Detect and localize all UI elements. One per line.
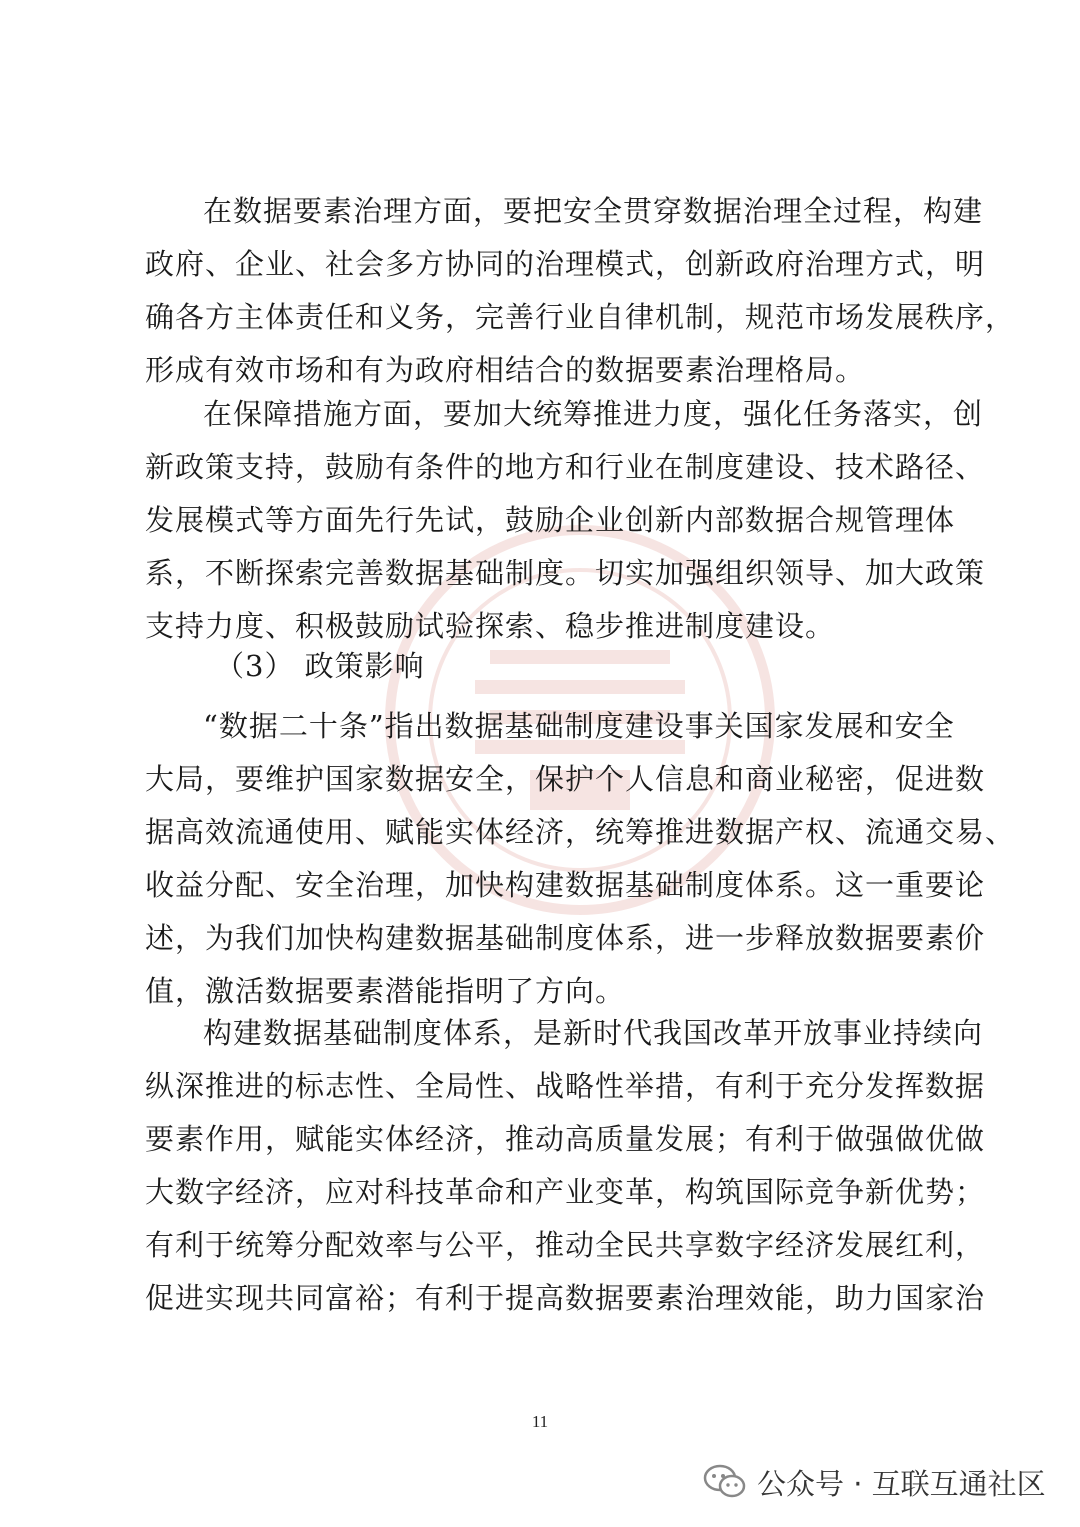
heading-text: （3） 政策影响 (215, 649, 425, 683)
text-line: 系，不断探索完善数据基础制度。切实加强组织领导、加大政策 (145, 556, 986, 590)
text-line: 新政策支持，鼓励有条件的地方和行业在制度建设、技术路径、 (145, 450, 986, 484)
footer-text: 公众号 · 互联互通社区 (757, 1466, 1046, 1501)
text-line: 在保障措施方面，要加大统筹推进力度，强化任务落实，创 (203, 397, 984, 431)
text-line: 大局，要维护国家数据安全，保护个人信息和商业秘密，促进数 (145, 762, 986, 796)
text-line: 促进实现共同富裕；有利于提高数据要素治理效能，助力国家治 (145, 1281, 986, 1315)
paragraph-data-twenty (145, 700, 1016, 1018)
paragraph-system (145, 1007, 986, 1325)
text-line: 值，激活数据要素潜能指明了方向。 (145, 974, 626, 1008)
paragraph-governance (145, 185, 1016, 397)
text-line: 形成有效市场和有为政府相结合的数据要素治理格局。 (145, 353, 866, 387)
text-line: 述，为我们加快构建数据基础制度体系，进一步释放数据要素价 (145, 921, 986, 955)
footer-watermark (703, 1460, 1046, 1504)
page-number: 11 (531, 1412, 549, 1431)
text-line: 构建数据基础制度体系，是新时代我国改革开放事业持续向 (203, 1016, 984, 1050)
text-line: 确各方主体责任和义务，完善行业自律机制，规范市场发展秩序， (145, 300, 1016, 334)
text-line: 据高效流通使用、赋能实体经济，统筹推进数据产权、流通交易、 (145, 815, 1016, 849)
text-line: 在数据要素治理方面，要把安全贯穿数据治理全过程，构建 (203, 194, 984, 228)
text-line: 要素作用，赋能实体经济，推动高质量发展；有利于做强做优做 (145, 1122, 986, 1156)
text-line: 政府、企业、社会多方协同的治理模式，创新政府治理方式，明 (145, 247, 986, 281)
text-line: 收益分配、安全治理，加快构建数据基础制度体系。这一重要论 (145, 868, 986, 902)
text-line: 有利于统筹分配效率与公平，推动全民共享数字经济发展红利， (145, 1228, 986, 1262)
text-line: 支持力度、积极鼓励试验探索、稳步推进制度建设。 (145, 609, 836, 643)
text-line: 大数字经济，应对科技革命和产业变革，构筑国际竞争新优势； (145, 1175, 986, 1209)
paragraph-safeguards (145, 388, 986, 653)
text-line: “数据二十条”指出数据基础制度建设事关国家发展和安全 (203, 709, 955, 743)
text-line: 发展模式等方面先行先试，鼓励企业创新内部数据合规管理体 (145, 503, 956, 537)
section-heading (145, 640, 945, 693)
text-line: 纵深推进的标志性、全局性、战略性举措，有利于充分发挥数据 (145, 1069, 986, 1103)
wechat-icon (703, 1463, 747, 1501)
